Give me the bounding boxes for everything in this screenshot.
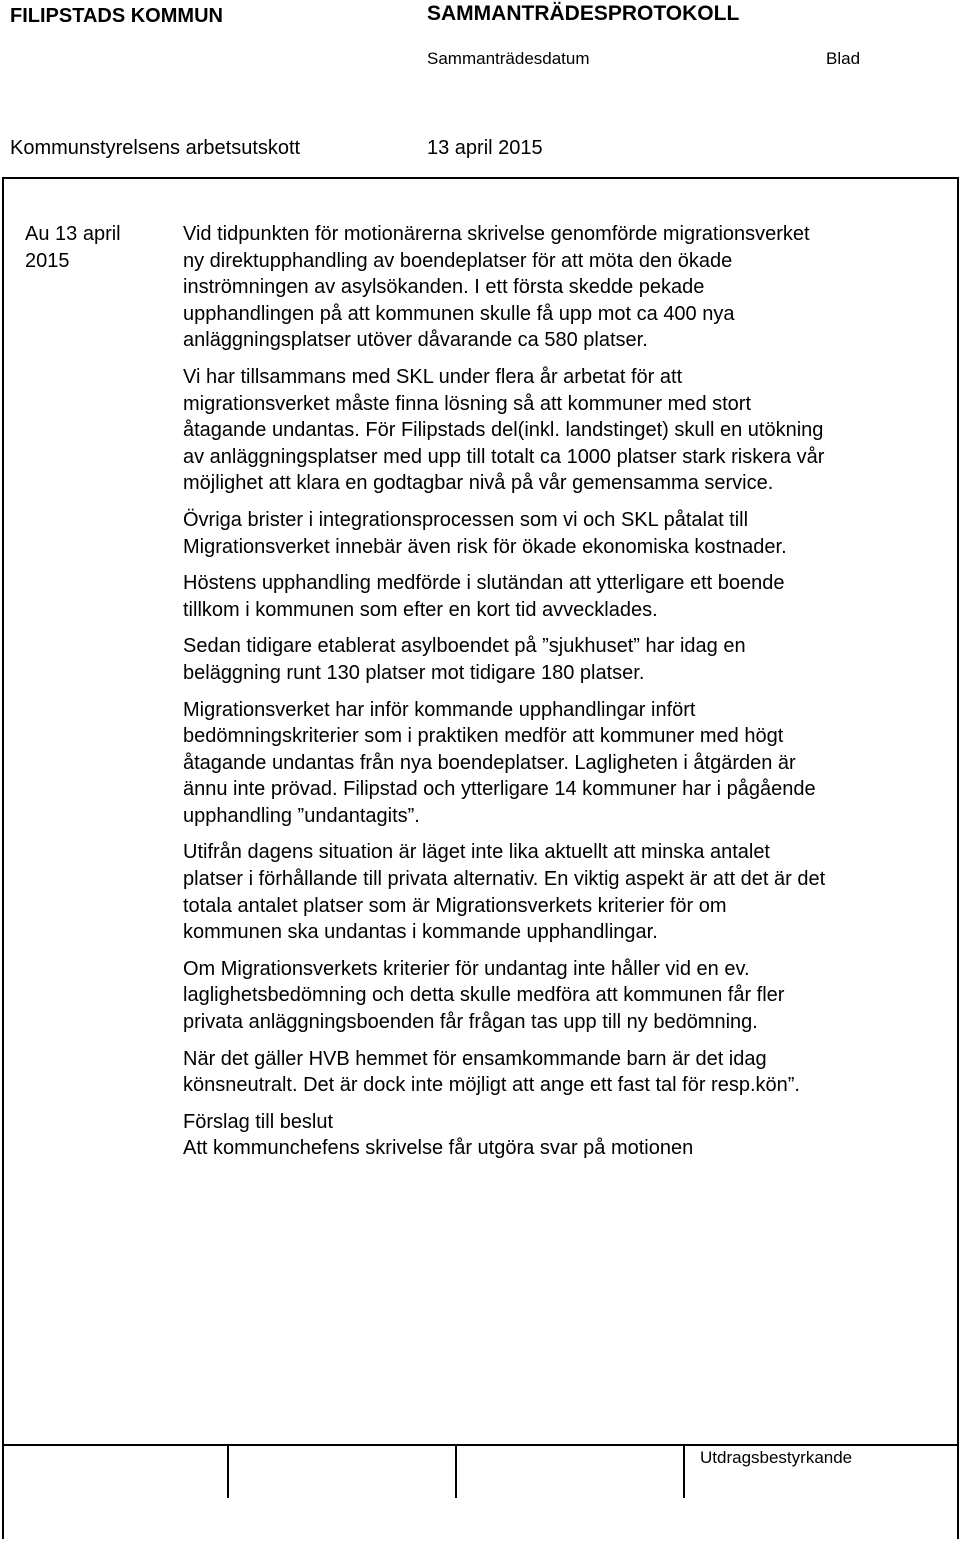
signature-box-divider: [455, 1444, 457, 1498]
paragraph-line: upphandling ”undantagits”.: [183, 804, 420, 827]
paragraph-line: Vi har tillsammans med SKL under flera år arbetat för att: [183, 365, 683, 388]
paragraph: [183, 1046, 943, 1099]
paragraph: [183, 507, 943, 560]
paragraph-line: platser i förhållande till privata alternativ. En viktig aspekt är att det är det: [183, 868, 826, 891]
footer-divider: [2, 1444, 957, 1446]
paragraph-line: tillkom i kommunen som efter en kort tid avvecklades.: [183, 598, 658, 621]
page-label: Blad: [826, 49, 861, 68]
paragraph-line: könsneutralt. Det är dock inte möjligt att ange ett fast tal för resp.kön”.: [183, 1074, 800, 1097]
paragraph-line: laglighetsbedömning och detta skulle medföra att kommunen får fler: [183, 984, 785, 1007]
paragraph-line: Förslag till beslut: [183, 1110, 334, 1133]
paragraph-line: migrationsverket måste finna lösning så att kommuner med stort: [183, 392, 752, 415]
paragraph-line: beläggning runt 130 platser mot tidigare 180 platser.: [183, 661, 645, 684]
paragraph-line: Migrationsverket har inför kommande upphandlingar infört: [183, 698, 696, 721]
margin-note-line: 2015: [25, 250, 70, 272]
margin-note-line: Au 13 april: [25, 223, 121, 245]
paragraph: [183, 839, 943, 945]
meeting-date: 13 april 2015: [427, 137, 543, 159]
paragraph-line: När det gäller HVB hemmet för ensamkommande barn är det idag: [183, 1047, 767, 1070]
signature-box-divider: [227, 1444, 229, 1498]
paragraph: [183, 570, 943, 623]
margin-note: [25, 221, 155, 275]
paragraph: [183, 1109, 943, 1162]
paragraph-line: åtagande undantas. För Filipstads del(inkl. landstinget) skull en utökning: [183, 419, 824, 442]
paragraph-line: möjlighet att klara en godtagbar nivå på vår gemensamma service.: [183, 472, 774, 495]
paragraph-line: Utifrån dagens situation är läget inte lika aktuellt att minska antalet: [183, 841, 770, 864]
paragraph-line: inströmningen av asylsökanden. I ett första skedde pekade: [183, 276, 705, 299]
paragraph-line: privata anläggningsboenden får frågan tas upp till ny bedömning.: [183, 1011, 758, 1034]
paragraph: [183, 364, 943, 497]
paragraph: [183, 633, 943, 686]
committee-name: Kommunstyrelsens arbetsutskott: [10, 137, 301, 159]
paragraph-line: totala antalet platser som är Migrationsverkets kriterier för om: [183, 894, 727, 917]
signature-box-divider: [683, 1444, 685, 1498]
municipality-name: FILIPSTADS KOMMUN: [10, 5, 223, 27]
paragraph-line: av anläggningsplatser med upp till totalt ca 1000 platser stark riskera vår: [183, 445, 825, 468]
protocol-title: SAMMANTRÄDESPROTOKOLL: [427, 2, 740, 25]
paragraph-line: Höstens upphandling medförde i slutändan att ytterligare ett boende: [183, 572, 785, 595]
paragraph-line: Vid tidpunkten för motionärerna skrivelse genomförde migrationsverket: [183, 223, 810, 245]
paragraph-line: Att kommunchefens skrivelse får utgöra svar på motionen: [183, 1137, 694, 1160]
paragraph-line: kommunen ska undantas i kommande upphandlingar.: [183, 921, 658, 944]
paragraph-line: Migrationsverket innebär även risk för ökade ekonomiska kostnader.: [183, 535, 787, 558]
paragraph: [183, 221, 943, 354]
paragraph-line: upphandlingen på att kommunen skulle få upp mot ca 400 nya: [183, 302, 735, 325]
paragraph-line: bedömningskriterier som i praktiken medför att kommuner med högt: [183, 725, 784, 748]
paragraph: [183, 697, 943, 830]
paragraph-line: anläggningsplatser utöver dåvarande ca 580 platser.: [183, 329, 648, 352]
meeting-date-label: Sammanträdesdatum: [427, 49, 590, 68]
protocol-body: [183, 221, 943, 1172]
paragraph-line: Sedan tidigare etablerat asylboendet på ”sjukhuset” har idag en: [183, 635, 746, 658]
paragraph-line: åtagande undantas från nya boendeplatser. Lagligheten i åtgärden är: [183, 751, 796, 774]
certification-label: Utdragsbestyrkande: [700, 1448, 853, 1467]
paragraph-line: ny direktupphandling av boendeplatser för att möta den ökade: [183, 249, 733, 272]
paragraph: [183, 956, 943, 1036]
paragraph-line: Övriga brister i integrationsprocessen som vi och SKL påtalat till: [183, 508, 749, 531]
paragraph-line: Om Migrationsverkets kriterier för undantag inte håller vid en ev.: [183, 957, 750, 980]
paragraph-line: ännu inte prövad. Filipstad och ytterligare 14 kommuner har i pågående: [183, 778, 816, 801]
